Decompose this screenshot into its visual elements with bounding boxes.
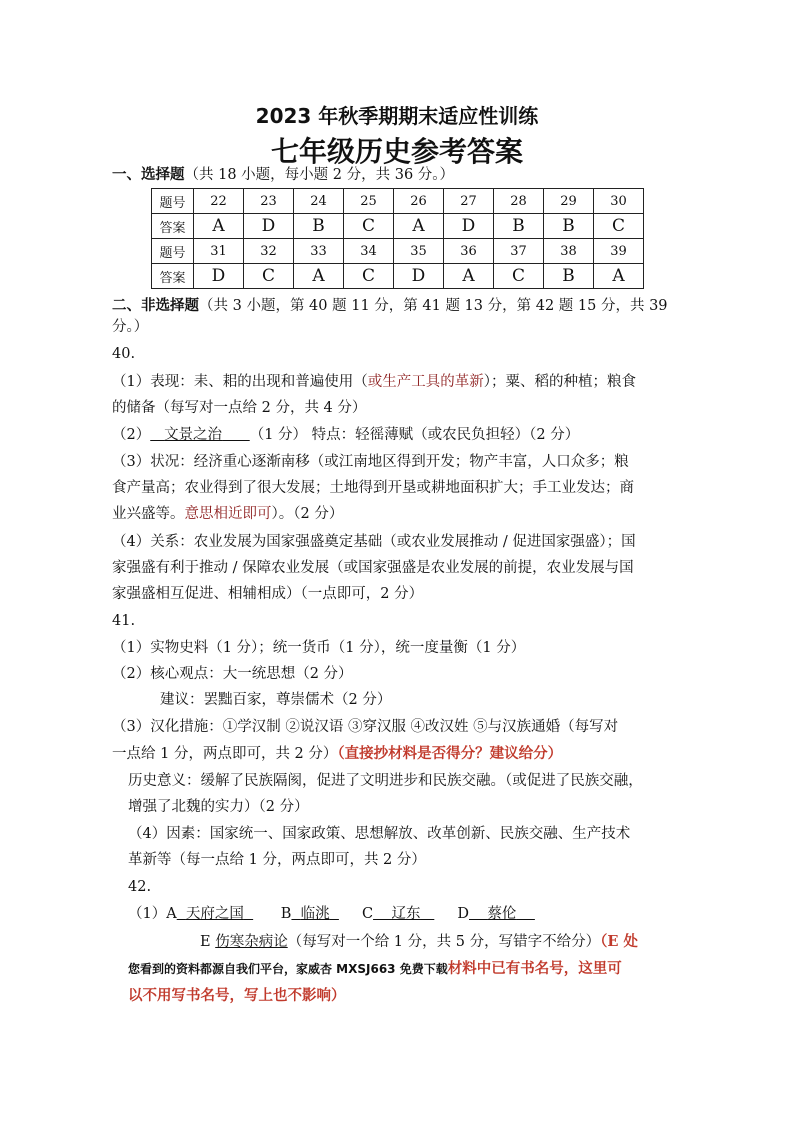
table-cell: 34 [344, 239, 394, 264]
q40-p2 [112, 425, 579, 445]
q41-p2: （2）核心观点：大一统思想（2 分） [112, 666, 353, 682]
table-row [152, 239, 644, 264]
table-cell: 29 [544, 189, 594, 214]
q40-p1-line2: 的储备（每写对一点给 2 分，共 4 分） [112, 400, 367, 416]
table-cell: C [244, 264, 294, 289]
table-cell: C [594, 214, 644, 239]
table-cell: C [494, 264, 544, 289]
text: 天府之国 [185, 906, 244, 922]
table-cell: 26 [394, 189, 444, 214]
q42-answer-b [291, 906, 338, 922]
section1-desc: （共 18 小题，每小题 2 分，共 36 分。） [184, 167, 455, 183]
q40-p3-line3 [112, 504, 343, 524]
section2-desc1: （共 3 小题，第 40 题 11 分，第 41 题 13 分，第 42 题 15 分，共 39 [199, 298, 668, 314]
q40-p3-line2: 食产量高；农业得到了很大发展；土地得到开垦或耕地面积扩大；手工业发达；商 [112, 480, 634, 496]
text: 临洮 [300, 906, 330, 922]
table-cell: 36 [444, 239, 494, 264]
q42-answer-c [373, 906, 434, 922]
q41-p3-line1: （3）汉化措施：①学汉制 ②说汉语 ③穿汉服 ④改汉姓 ⑤与汉族通婚（每写对 [112, 719, 619, 735]
q41-number: 41. [112, 613, 136, 629]
text: （1 分） 特点：轻徭薄赋（或农民负担轻）（2 分） [249, 427, 580, 443]
q40-p1-line1 [112, 372, 636, 392]
q42-p1-line3 [128, 959, 622, 979]
table-cell: 37 [494, 239, 544, 264]
table-cell: A [394, 214, 444, 239]
q41-p3-red-note: （直接抄材料是否得分？建议给分） [337, 745, 563, 762]
table-row [152, 189, 644, 214]
table-cell: B [494, 214, 544, 239]
text: （1）A [128, 906, 177, 922]
table-cell: 32 [244, 239, 294, 264]
table-cell: 25 [344, 189, 394, 214]
table-cell: 35 [394, 239, 444, 264]
table-row [152, 214, 644, 239]
table-cell: B [544, 214, 594, 239]
section1-head: 一、选择题 [112, 167, 185, 183]
table-cell: D [394, 264, 444, 289]
table-cell: D [194, 264, 244, 289]
q41-p3-line2 [112, 744, 562, 764]
table-row [152, 264, 644, 289]
table-cell: C [344, 264, 394, 289]
text: ）。（2 分） [271, 506, 344, 522]
table-cell: A [194, 214, 244, 239]
q42-p1-line4 [128, 986, 346, 1006]
q41-p1: （1）实物史料（1 分）；统一货币（1 分），统一度量衡（1 分） [112, 640, 526, 656]
text: C [361, 906, 374, 922]
q41-p3-line3: 历史意义：缓解了民族隔阂，促进了文明进步和民族交融。（或促进了民族交融， [128, 773, 643, 789]
q40-p4-line2: 家强盛有利于推动 / 保障农业发展（或国家强盛是农业发展的前提，农业发展与国 [112, 560, 634, 576]
q42-red-note-end: 以不用写书名号，写上也不影响） [128, 987, 346, 1004]
table-cell: 23 [244, 189, 294, 214]
table-cell: 31 [194, 239, 244, 264]
exam-subtitle: 七年级历史参考答案 [270, 135, 523, 168]
table-label-a: 答案 [152, 264, 194, 289]
text: B [280, 906, 292, 922]
q40-p2-answer [150, 427, 249, 443]
text: （1）表现：耒、耜的出现和普遍使用（ [112, 374, 368, 390]
text: ）；粟、稻的种植；粮食 [483, 374, 636, 390]
q41-p3-line4: 增强了北魏的实力）（2 分） [128, 799, 309, 815]
table-cell: D [444, 214, 494, 239]
q42-p1-line2 [200, 932, 638, 952]
q42-number: 42. [128, 879, 152, 895]
table-cell: 27 [444, 189, 494, 214]
table-label-a: 答案 [152, 214, 194, 239]
section2-desc2: 分。） [112, 319, 149, 335]
q41-p2b: 建议：罢黜百家，尊崇儒术（2 分） [160, 692, 392, 708]
text: 业兴盛等。 [112, 506, 185, 522]
table-cell: 38 [544, 239, 594, 264]
text: 一点给 1 分，两点即可，共 2 分） [112, 746, 338, 762]
table-cell: 28 [494, 189, 544, 214]
q42-red-note-mid: 材料中已有书名号，这里可 [447, 960, 622, 977]
q42-answer-a [177, 906, 253, 922]
q40-p4-line3: 家强盛相互促进、相辅相成）（一点即可，2 分） [112, 586, 424, 602]
text: （每写对一个给 1 分，共 5 分，写错字不给分） [287, 934, 601, 950]
section1-heading [112, 165, 454, 185]
q40-p3-line1: （3）状况：经济重心逐渐南移（或江南地区得到开发；物产丰富，人口众多；粮 [112, 454, 629, 470]
table-cell: A [294, 264, 344, 289]
text: （2） [112, 427, 151, 443]
table-cell: 30 [594, 189, 644, 214]
text: 辽东 [391, 906, 421, 922]
text: 文景之治 [164, 427, 223, 443]
q42-answer-d [469, 906, 535, 922]
q41-p4-line1: （4）因素：国家统一、国家政策、思想解放、改革创新、民族交融、生产技术 [128, 826, 631, 842]
watermark-text: 您看到的资料都源自我们平台，家威杏 MXSJ663 免费下载 [128, 962, 448, 976]
table-cell: 24 [294, 189, 344, 214]
text: E [200, 934, 211, 950]
answer-table [151, 188, 644, 289]
table-cell: D [244, 214, 294, 239]
table-cell: 39 [594, 239, 644, 264]
text: D [457, 906, 469, 922]
table-label-q: 题号 [152, 189, 194, 214]
section2-head: 二、非选择题 [112, 298, 199, 314]
text: 蔡伦 [487, 906, 517, 922]
table-cell: 22 [194, 189, 244, 214]
table-cell: B [544, 264, 594, 289]
q40-p4-line1: （4）关系：农业发展为国家强盛奠定基础（或农业发展推动 / 促进国家强盛）；国 [112, 534, 636, 550]
q40-p3-red: 意思相近即可 [184, 506, 272, 522]
q40-p1-red: 或生产工具的革新 [367, 374, 484, 390]
q42-p1-line1 [128, 904, 535, 924]
q40-number: 40. [112, 346, 136, 362]
exam-title: 2023 年秋季期期末适应性训练 [255, 104, 539, 128]
table-label-q: 题号 [152, 239, 194, 264]
section2-heading [112, 296, 668, 316]
q42-red-note-start: （E 处 [600, 933, 638, 950]
table-cell: A [444, 264, 494, 289]
table-cell: 33 [294, 239, 344, 264]
table-cell: C [344, 214, 394, 239]
q41-p4-line2: 革新等（每一点给 1 分，两点即可，共 2 分） [128, 852, 426, 868]
table-cell: A [594, 264, 644, 289]
q42-answer-e: 伤寒杂病论 [215, 934, 288, 950]
table-cell: B [294, 214, 344, 239]
